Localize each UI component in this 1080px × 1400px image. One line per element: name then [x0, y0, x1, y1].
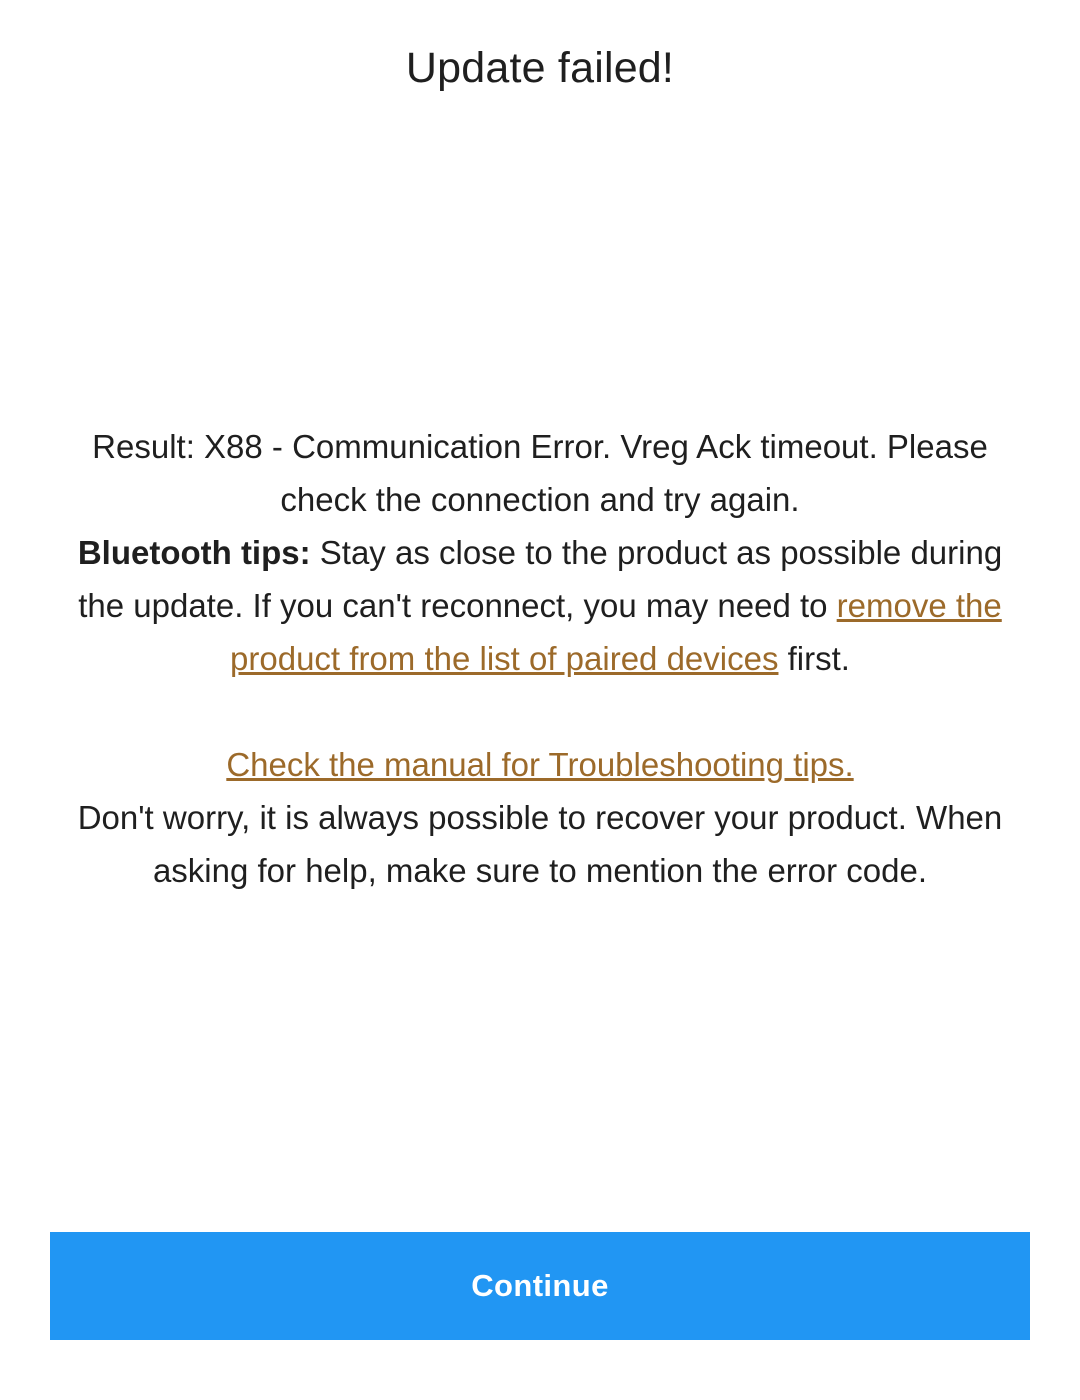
page-title: Update failed! [405, 44, 675, 92]
bluetooth-tips-text-end: first. [778, 640, 850, 677]
manual-troubleshooting-link[interactable]: Check the manual for Troubleshooting tips. [226, 746, 854, 783]
message-body [0, 420, 1080, 897]
error-message [60, 420, 1020, 685]
bluetooth-tips-text: Stay as close to the product as possible during the update. If you can't reconnect, you may need to [78, 534, 1003, 624]
remove-paired-device-link[interactable]: remove the product from the list of paired devices [230, 587, 1002, 677]
bluetooth-tips-label: Bluetooth tips: [77, 534, 311, 571]
continue-button[interactable]: Continue [50, 1232, 1030, 1340]
result-line: Result: X88 - Communication Error. Vreg Ack timeout. Please check the connection and try again. [92, 428, 988, 518]
troubleshooting-message [50, 738, 1030, 897]
reassurance-text: Don't worry, it is always possible to recover your product. When asking for help, make sure to mention the error code. [77, 799, 1003, 889]
